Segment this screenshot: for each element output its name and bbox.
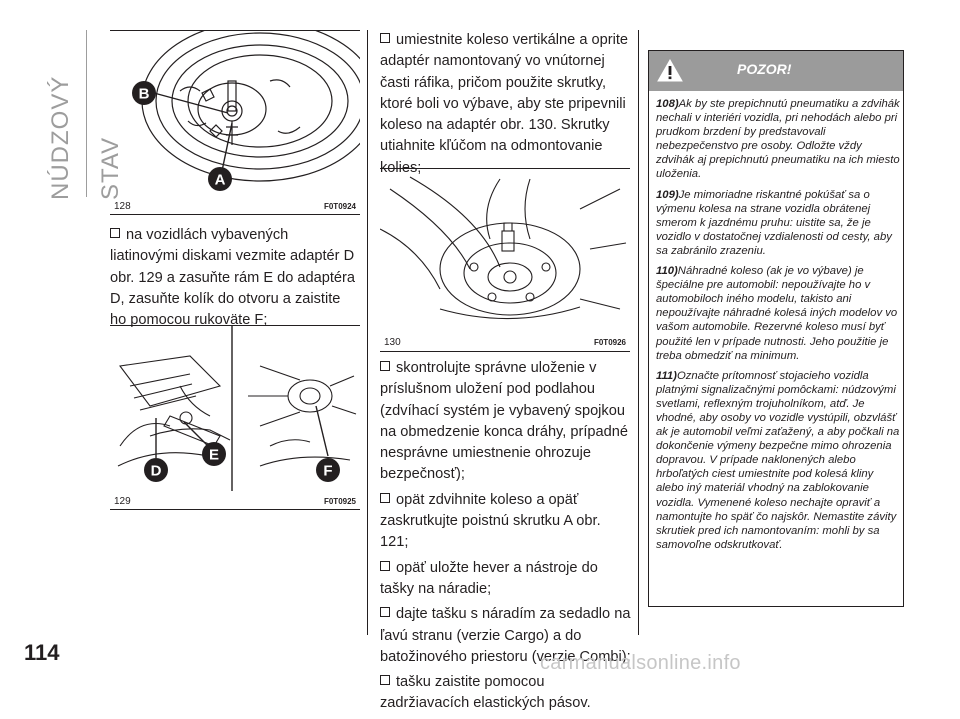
bullet-item: dajte tašku s náradím za sedadlo na ľavú stranu (verzie Cargo) a do batožinového priestoru (verzie Combi); xyxy=(380,606,631,665)
warning-header xyxy=(649,51,903,91)
column-divider xyxy=(638,30,639,635)
figure-code: F0T0925 xyxy=(323,497,356,506)
bullet-item: opäť uložte hever a nástroje do tašky na náradie; xyxy=(380,559,598,597)
bullet-item: skontrolujte správne uloženie v príslušnom uložení pod podlahou (zdvíhací systém je vybavený spojkou na obmedzenie konca dráhy, prípadné nesprávne umiestnenie ohrozuje bezpečnosť); xyxy=(380,360,628,483)
watermark: carmanualsonline.info xyxy=(540,652,741,674)
figure-number: 130 xyxy=(384,337,401,348)
warning-body xyxy=(656,97,900,558)
label-e: E xyxy=(208,446,220,464)
figure-code: F0T0924 xyxy=(323,202,356,211)
column2-text-top xyxy=(380,30,632,183)
checkbox-icon xyxy=(110,228,120,238)
warning-item: 110)Náhradné koleso (ak je vo výbave) je špeciálne pre automobil: nepoužívajte ho v automobiloch iného modelu, takisto ani nepoužívajte náhradné kolesá iných modelov vo vašom automobile. Rezervné koleso musí byť použité len v prípade nutnosti. Jeho použitie je treba obmedziť na minimum. xyxy=(656,265,898,362)
checkbox-icon xyxy=(380,675,390,685)
warning-box xyxy=(648,50,904,607)
label-b: B xyxy=(138,85,150,103)
section-divider xyxy=(86,30,87,197)
warning-triangle-icon xyxy=(657,59,683,82)
figure-128 xyxy=(110,30,360,215)
figure-code: F0T0926 xyxy=(593,338,626,347)
wheel-mount-illustration xyxy=(380,169,630,331)
figure-number: 129 xyxy=(114,496,131,507)
adapter-assembly-illustration xyxy=(110,326,360,491)
bullet-item: tašku zaistite pomocou zadržiavacích elastických pásov. xyxy=(380,674,591,712)
checkbox-icon xyxy=(380,493,390,503)
bullet-item: umiestnite koleso vertikálne a oprite adaptér namontovaný vo vnútornej časti ráfika, pričom použite skrutky, ktoré boli vo výbave, aby ste pripevnili koleso na adaptér obr. 130. Skrutky utiahnite kľúčom na odmontovanie kolies; xyxy=(380,32,628,176)
figure-130 xyxy=(380,168,630,352)
label-f: F xyxy=(323,462,333,480)
section-title: NÚDZOVÝ STAV xyxy=(47,75,124,200)
checkbox-icon xyxy=(380,607,390,617)
checkbox-icon xyxy=(380,33,390,43)
warning-item: 108)Ak by ste prepichnutú pneumatiku a zdvihák nechali v interiéri vozidla, pri nehodách alebo pri prudkom brzdení by predstavovali nebezpečenstvo pre osoby. Odložte vždy zdvihák aj prepichnutú pneumatiku na ich miesto uloženia. xyxy=(656,98,900,181)
figure-number: 128 xyxy=(114,201,131,212)
warning-title: POZOR! xyxy=(737,61,792,77)
label-a: A xyxy=(214,171,226,189)
warning-item: 111)Označte prítomnosť stojacieho vozidla platnými signalizačnými pomôckami: núdzovými svetlami, reflexným trojuholníkom, atď. Je vhodné, aby osoby vo vozidle vystúpili, obzvlášť ak je automobil veľmi zaťažený, a aby počkali na dokončenie výmeny bezpečne mimo ohrozenia dopravou. V prípade naklonených alebo hrboľatých ciest umiestnite pod kolesá kliny alebo iný materiál vhodný na zablokovanie vozidla. Vymenené koleso nechajte opraviť a namontujte ho späť čo najskôr. Nemastite závity skrutiek pred ich namontovaním: mohli by sa samovoľne odskrutkovať. xyxy=(656,369,900,551)
bullet-item: opät zdvihnite koleso a opäť zaskrutkujte poistnú skrutku A obr. 121; xyxy=(380,491,601,551)
column-divider xyxy=(367,30,368,635)
figure-129 xyxy=(110,325,360,510)
warning-item: 109)Je mimoriadne riskantné pokúšať sa o výmenu kolesa na strane vozidla obrátenej smerom k jazdnému pruhu: uistite sa, že je vozidlo v dostatočnej vzdialenosti od cesty, aby sa zabránilo zrazeniu. xyxy=(656,188,892,257)
bullet-item: na vozidlách vybavených liatinovými diskami vezmite adaptér D obr. 129 a zasuňte rám E do adaptéra D, zasuňte kolík do otvoru a zaistite ho pomocou rukoväte F; xyxy=(110,227,356,329)
column1-text xyxy=(110,225,358,335)
wheel-adapter-illustration xyxy=(110,31,360,194)
label-d: D xyxy=(150,462,162,480)
checkbox-icon xyxy=(380,361,390,371)
checkbox-icon xyxy=(380,561,390,571)
page-number: 114 xyxy=(24,640,60,665)
